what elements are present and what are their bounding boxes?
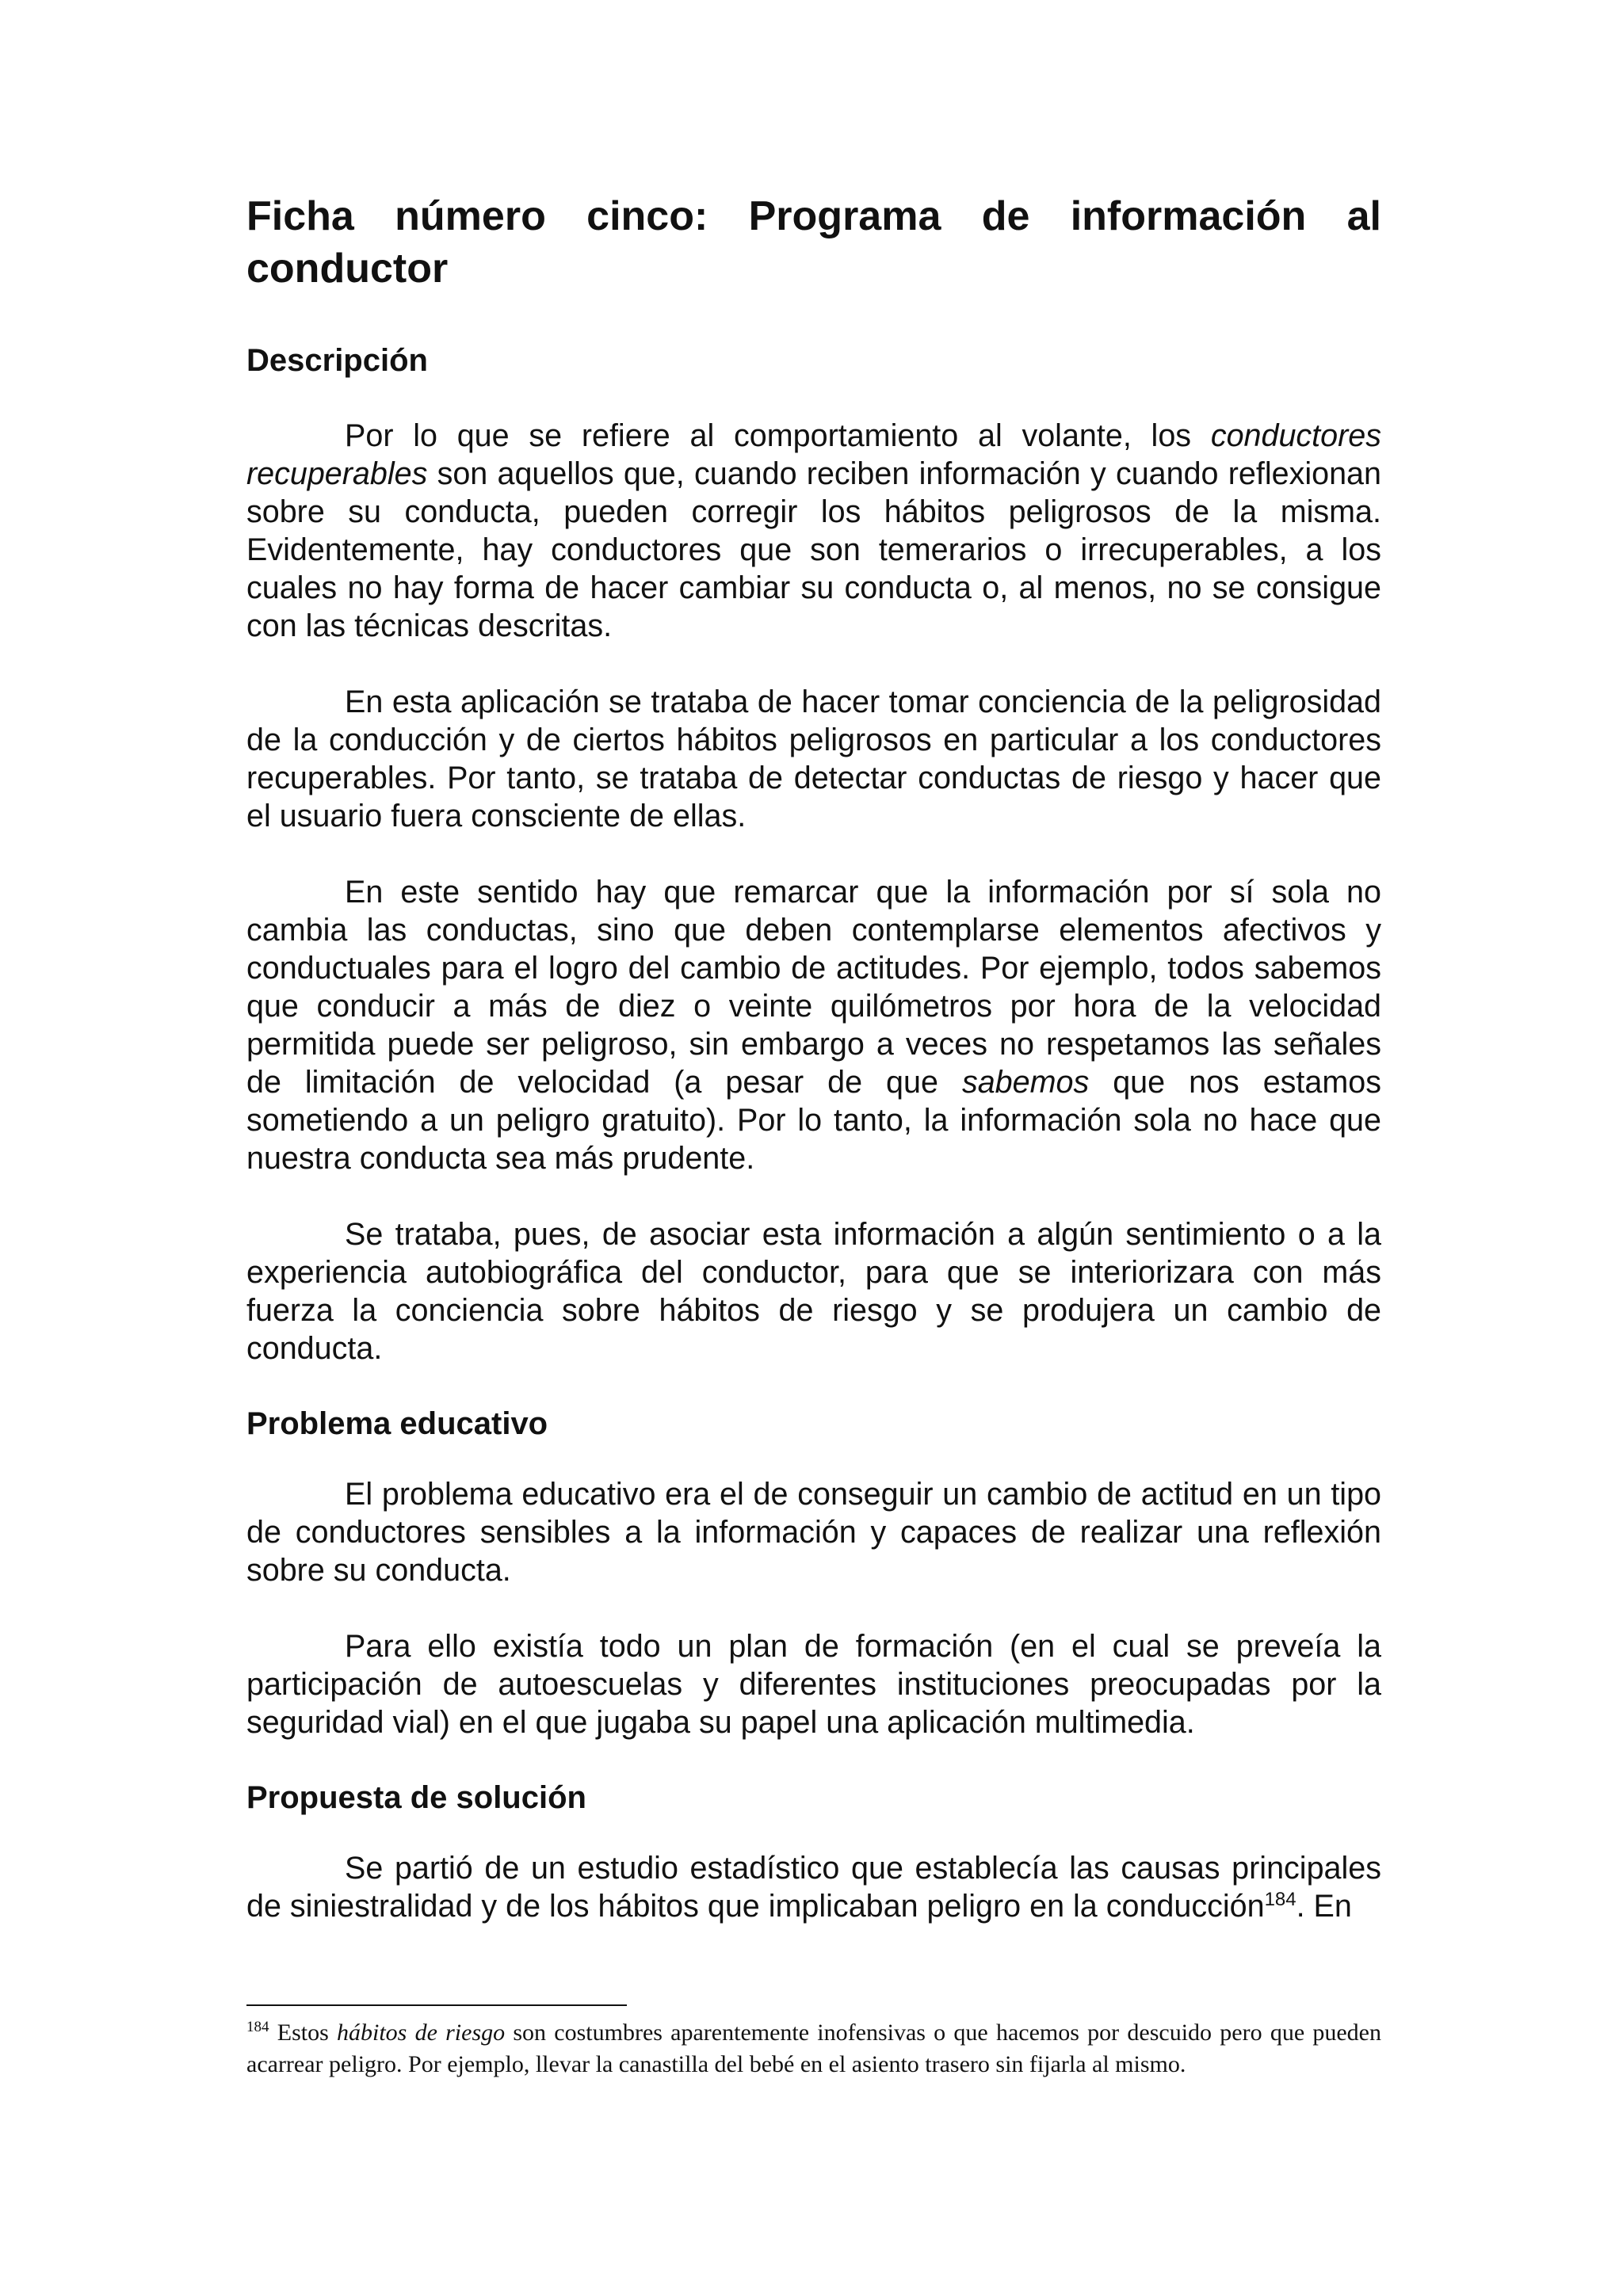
paragraph: Se trataba, pues, de asociar esta información a algún sentimiento o a la experiencia autobiográfica del conductor, para que se interiorizara con más fuerza la conciencia sobre hábitos de riesgo y se produjera un cambio de conducta. bbox=[246, 1217, 1381, 1366]
paragraph bbox=[246, 1849, 1381, 1925]
paragraph bbox=[246, 873, 1381, 1177]
paragraph-text: En este sentido hay que remarcar que la información por sí sola no cambia las conductas, sino que deben contemplarse elementos afectivos y conductuales para el logro del cambio de actitudes. Por ejemplo, todos sabemos que conducir a más de diez o veinte quilómetros por hora de la velocidad permitida puede ser peligroso, sin embargo a veces no respetamos las señales de limitación de velocidad (a pesar de que bbox=[246, 875, 1381, 1100]
footnote-emphasis: hábitos de riesgo bbox=[337, 2019, 506, 2046]
footnote bbox=[246, 2017, 1381, 2081]
document-title bbox=[246, 190, 1381, 295]
paragraph-text: Se partió de un estudio estadístico que establecía las causas principales de siniestralidad y de los hábitos que implicaban peligro en la conducción bbox=[246, 1851, 1381, 1924]
paragraph-text: . En bbox=[1296, 1889, 1352, 1924]
paragraph: Para ello existía todo un plan de formación (en el cual se preveía la participación de autoescuelas y diferentes instituciones preocupadas por la seguridad vial) en el que jugaba su papel una aplicación multimedia. bbox=[246, 1629, 1381, 1740]
section-heading-problema-educativo: Problema educativo bbox=[246, 1406, 548, 1441]
document-page bbox=[246, 190, 1381, 1925]
paragraph bbox=[246, 417, 1381, 645]
paragraph-text: Por lo que se refiere al comportamiento al volante, los bbox=[345, 418, 1211, 453]
document-title-line-2: conductor bbox=[246, 246, 449, 292]
section-heading-descripcion: Descripción bbox=[246, 343, 428, 378]
document-title-line-1: Ficha número cinco: Programa de información al bbox=[246, 193, 1381, 239]
paragraph: El problema educativo era el de conseguir un cambio de actitud en un tipo de conductores sensibles a la información y capaces de realizar una reflexión sobre su conducta. bbox=[246, 1477, 1381, 1588]
paragraph-text: son aquellos que, cuando reciben información y cuando reflexionan sobre su conducta, pueden corregir los hábitos peligrosos de la misma. Evidentemente, hay conductores que son temerarios o irrecuperables, a los cuales no hay forma de hacer cambiar su conducta o, al menos, no se consigue con las técnicas descritas. bbox=[246, 456, 1381, 643]
footnote-reference[interactable]: 184 bbox=[1264, 1888, 1296, 1910]
footnote-divider bbox=[246, 2004, 627, 2006]
footnote-text: Estos bbox=[269, 2019, 337, 2046]
paragraph: En esta aplicación se trataba de hacer tomar conciencia de la peligrosidad de la conducción y de ciertos hábitos peligrosos en particular a los conductores recuperables. Por tanto, se trataba de detectar conductas de riesgo y hacer que el usuario fuera consciente de ellas. bbox=[246, 685, 1381, 833]
paragraph-emphasis: conductores recuperables bbox=[246, 418, 1381, 491]
footnote-text: son costumbres aparentemente inofensivas o que hacemos por descuido pero que pueden acarrear peligro. Por ejemplo, llevar la canastilla del bebé en el asiento trasero sin fijarla al mismo. bbox=[246, 2019, 1381, 2077]
paragraph-emphasis: sabemos bbox=[961, 1065, 1090, 1100]
section-heading-propuesta-de-solucion: Propuesta de solución bbox=[246, 1780, 586, 1815]
paragraph-text: que nos estamos sometiendo a un peligro gratuito). Por lo tanto, la información sola no hace que nuestra conducta sea más prudente. bbox=[246, 1065, 1382, 1176]
footnote-number: 184 bbox=[246, 2019, 269, 2035]
